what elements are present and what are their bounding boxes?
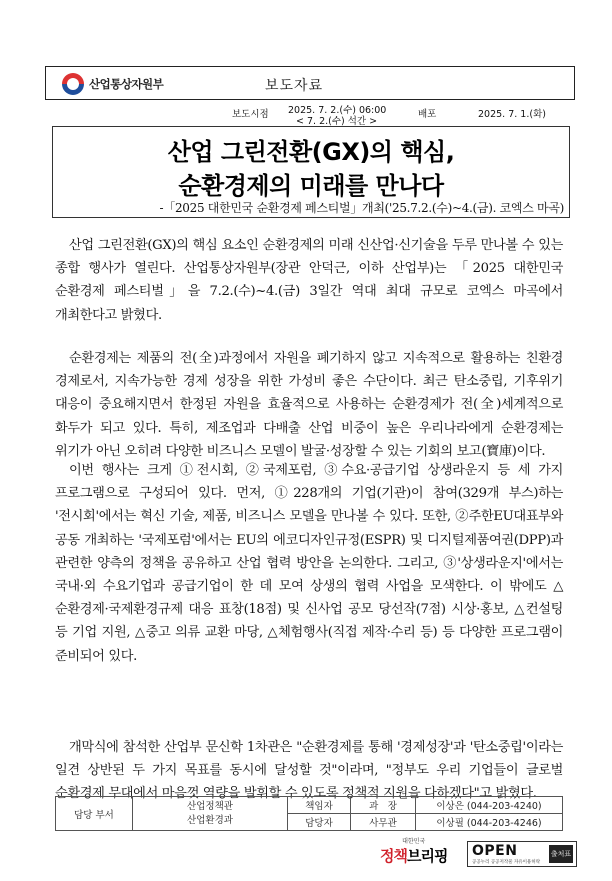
- distribution-label: 배포: [418, 109, 437, 120]
- distribution-value: 2025. 7. 1.(화): [478, 109, 546, 120]
- dept-cell: [133, 797, 288, 831]
- role-manager: 책임자: [288, 797, 351, 814]
- paragraph-1: 산업 그린전환(GX)의 핵심 요소인 순환경제의 미래 신산업·신기술을 두루 만나볼 수 있는 종합 행사가 열린다. 산업통상자원부(장관 안덕근, 이하 산업부)는 「2025 대한민국 순환경제 페스티벌」을 7.2.(수)~4.(금) 3일간 역대 최대 규모로 코엑스 마곡에서 개최한다고 밝혔다.: [55, 238, 563, 323]
- policy-briefing-logo: [380, 836, 447, 866]
- dept-label: 담당 부서: [56, 797, 133, 831]
- dept-name-2: 산업환경과: [187, 814, 233, 826]
- open-subtext: 공공누리 공공저작물 자유이용허락: [472, 860, 541, 865]
- embargo-label: 보도시점: [232, 109, 269, 120]
- role-officer: 담당자: [288, 814, 351, 831]
- dept-name-1: 산업정책관: [187, 800, 233, 812]
- brief-small-text: 대한민국: [402, 838, 426, 845]
- subtitle: -「2025 대한민국 순환경제 페스티벌」개최('25.7.2.(수)~4.(금). 코엑스 마곡): [159, 201, 564, 215]
- government-emblem-icon: [62, 73, 84, 95]
- brief-red-text: 정책: [380, 847, 407, 865]
- title-officer: 사무관: [351, 814, 416, 831]
- brief-main-text: [380, 845, 447, 866]
- attribution-icon: 출처표시: [549, 845, 573, 863]
- embargo-value-2: < 7. 2.(수) 석간 >: [296, 116, 378, 127]
- ministry-logo: [62, 73, 163, 95]
- title-manager: 과 장: [351, 797, 416, 814]
- paragraph-3: 이번 행사는 크게 ①전시회, ②국제포럼, ③수요·공급기업 상생라운지 등 세 가지 프로그램으로 구성되어 있다. 먼저, ①228개의 기업(기관)이 참여(329개 부스)하는 '전시회'에서는 혁신 기술, 제품, 비즈니스 모델을 만나볼 수 있다. 또한, ②주한EU대표부와 공동 개최하는 '국제포럼'에서는 EU의 에코디자인규정(ESPR) 및 디지털제품여권(DPP)과 관련한 양측의 정책을 공유하고 산업 협력 방안을 논의한다. 그리고, ③'상생라운지'에서는 국내·외 수요기업과 공급기업이 한 데 모여 상생의 협력 사업을 모색한다. 이 밖에도 △순환경제·국제환경규제 대응 표창(18점) 및 신사업 공모 당선작(7점) 시상·홍보, △컨설팅 등 기업 지원, △중고 의류 교환 마당, △체험행사(직접 제작·수리 등) 등 다양한 프로그램이 준비되어 있다.: [55, 463, 563, 664]
- headline-line-2: 순환경제의 미래를 만나다: [178, 172, 444, 200]
- headline-line-1: 산업 그린전환(GX)의 핵심,: [167, 138, 455, 166]
- paragraph-4: 개막식에 참석한 산업부 문신학 1차관은 "순환경제를 통해 '경제성장'과 '탄소중립'이라는 일견 상반된 두 가지 목표를 동시에 달성할 것"이라며, "정부도 우리 기업들이 글로벌 순환경제 무대에서 마음껏 역량을 발휘할 수 있도록 정책적 지원을 다하겠다"고 밝혔다.: [55, 740, 563, 802]
- embargo-value-1: 2025. 7. 2.(수) 06:00: [288, 105, 387, 116]
- brief-black-text: 브리핑: [406, 847, 448, 865]
- document-type: 보도자료: [265, 78, 324, 94]
- contact-manager: 이상은 (044-203-4240): [416, 797, 563, 814]
- paragraph-2: 순환경제는 제품의 전(全)과정에서 자원을 폐기하지 않고 지속적으로 활용하는 친환경 경제로서, 지속가능한 경제 성장을 위한 가성비 좋은 수단이다. 최근 탄소중립, 기후위기 대응이 중요해지면서 한정된 자원을 효율적으로 사용하는 순환경제가 전(全)세계적으로 화두가 되고 있다. 특히, 제조업과 다배출 산업 비중이 높은 우리나라에게 순환경제는 위기가 아닌 오히려 다양한 비즈니스 모델이 발굴·성장할 수 있는 기회의 보고(寶庫)이다.: [55, 351, 563, 459]
- contact-table: [55, 796, 563, 831]
- ministry-name: 산업통상자원부: [89, 77, 164, 91]
- open-word: OPEN: [472, 843, 518, 859]
- contact-officer: 이상필 (044-203-4246): [416, 814, 563, 831]
- kogl-open-badge: [467, 841, 577, 876]
